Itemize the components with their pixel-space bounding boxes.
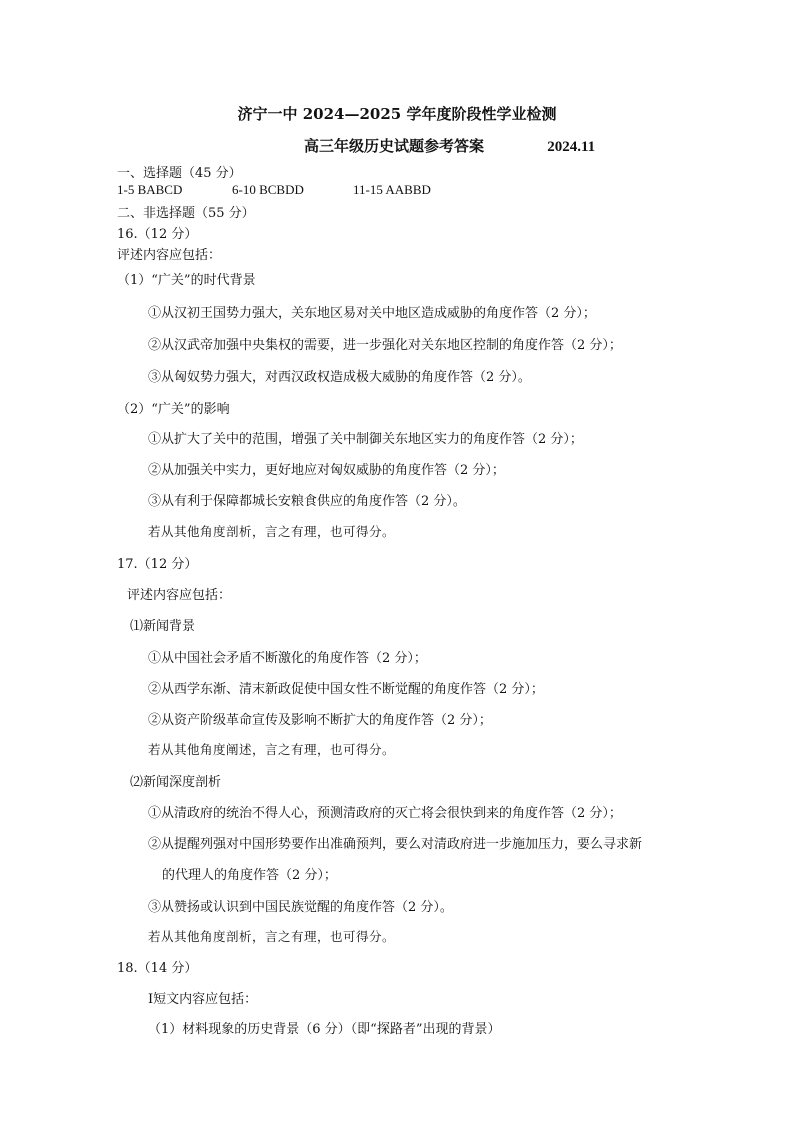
q16-intro: 评述内容应包括： [117, 248, 222, 263]
q18-number: 18.（14 分） [117, 961, 198, 976]
q16-part1-item: ③从匈奴势力强大，对西汉政权造成极大威胁的角度作答（2 分）。 [148, 370, 531, 385]
section-heading-mc: 一、选择题（45 分） [117, 166, 242, 181]
q17-number: 17.（12 分） [117, 557, 198, 572]
q16-part2-item: ②从加强关中实力，更好地应对匈奴威胁的角度作答（2 分）； [148, 463, 505, 478]
mc-answers-11-15: 11-15 AABBD [353, 182, 431, 197]
mc-answers-6-10: 6-10 BCBDD [232, 182, 304, 197]
q17-part1-item: ①从中国社会矛盾不断激化的角度作答（2 分）； [148, 651, 427, 666]
q17-scoring-note: 若从其他角度剖析，言之有理，也可得分。 [148, 929, 396, 944]
document-title: 济宁一中 2024—2025 学年度阶段性学业检测 [237, 105, 557, 123]
q16-part1-item: ①从汉初王国势力强大，关东地区易对关中地区造成威胁的角度作答（2 分）； [148, 306, 596, 321]
q17-part2-item: ②从提醒列强对中国形势要作出准确预判，要么对清政府进一步施加压力，要么寻求新 [148, 837, 643, 852]
q17-scoring-note: 若从其他角度阐述，言之有理，也可得分。 [148, 742, 396, 757]
q16-number: 16.（12 分） [117, 227, 198, 242]
q17-intro: 评述内容应包括： [127, 588, 232, 603]
q17-part2-item-continued: 的代理人的角度作答（2 分）； [162, 868, 337, 883]
q17-part2-item: ①从清政府的统治不得人心，预测清政府的灭亡将会很快到来的角度作答（2 分）； [148, 806, 622, 821]
subtitle-text: 高三年级历史试题参考答案 [304, 137, 485, 155]
q17-part1-item: ②从资产阶级革命宣传及影响不断扩大的角度作答（2 分）； [148, 713, 492, 728]
q16-part2-item: ③从有利于保障都城长安粮食供应的角度作答（2 分）。 [148, 494, 466, 509]
q18-part1-heading: （1）材料现象的历史背景（6 分）（即“探路者”出现的背景） [148, 1022, 501, 1037]
mc-answers-1-5: 1-5 BABCD [117, 182, 183, 197]
document-subtitle [304, 135, 595, 156]
q16-part2-heading: （2）“广关”的影响 [117, 402, 230, 417]
q16-part1-heading: （1）“广关”的时代背景 [117, 273, 256, 288]
section-heading-nonmc: 二、非选择题（55 分） [117, 206, 255, 221]
q16-part2-item: ①从扩大了关中的范围，增强了关中制御关东地区实力的角度作答（2 分）； [148, 432, 583, 447]
q16-scoring-note: 若从其他角度剖析，言之有理，也可得分。 [148, 524, 396, 539]
q16-part1-item: ②从汉武帝加强中央集权的需要，进一步强化对关东地区控制的角度作答（2 分）； [148, 338, 622, 353]
q17-part2-item: ③从赞扬或认识到中国民族觉醒的角度作答（2 分）。 [148, 900, 453, 915]
q17-part1-item: ②从西学东渐、清末新政促使中国女性不断觉醒的角度作答（2 分）； [148, 682, 544, 697]
document-date: 2024.11 [547, 139, 596, 155]
q17-part1-heading: ⑴新闻背景 [130, 619, 196, 634]
q17-part2-heading: ⑵新闻深度剖析 [130, 775, 222, 790]
q18-intro: Ⅰ短文内容应包括： [148, 992, 258, 1007]
